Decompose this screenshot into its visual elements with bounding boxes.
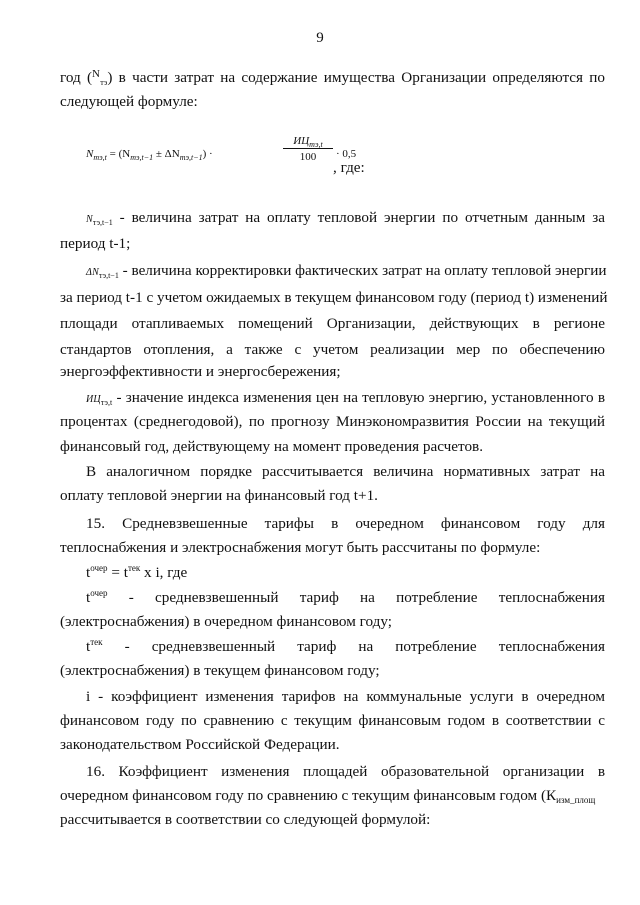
paragraph-line: 16. Коэффициент изменения площадей образовательной организации в <box>86 763 605 780</box>
definition-line: энергоэффективности и энергосбережения; <box>60 363 341 380</box>
paragraph-line: рассчитывается в соответствии со следующей формулой: <box>60 811 431 828</box>
superscript: тек <box>90 637 103 647</box>
text-fragment: очередном финансовом году по сравнению с текущим финансовым годом (К <box>60 787 557 804</box>
numerator-text: ИЦ <box>293 135 310 147</box>
symbol: t <box>123 564 128 581</box>
formula-pm: ± ΔN <box>155 148 180 160</box>
paragraph-line <box>60 786 605 807</box>
definition-text: величина затрат на оплату тепловой энергии по отчетным данным за <box>124 209 605 226</box>
paragraph-line: 15. Средневзвешенные тарифы в очередном финансовом году для <box>86 515 605 532</box>
definition-line <box>86 588 605 609</box>
dash: - <box>118 262 128 279</box>
dash: - <box>112 389 122 406</box>
formula-gde: , где: <box>333 159 365 176</box>
definition-line: законодательством Российской Федерации. <box>60 736 340 753</box>
definition-line: за период t-1 с учетом ожидаемых в текущем финансовом году (период t) изменений <box>60 289 608 306</box>
subscript: изм_площ <box>556 795 596 805</box>
paragraph-line <box>60 68 605 90</box>
formula-sub: тэ,t <box>309 140 323 149</box>
paragraph-line: теплоснабжения и электроснабжения могут быть рассчитаны по формуле: <box>60 539 541 556</box>
equals: = <box>107 564 124 581</box>
formula-sub: тэ,t <box>93 153 107 162</box>
definition-line <box>86 388 605 410</box>
definition-line: финансовый год, действующему на момент проведения расчетов. <box>60 438 484 455</box>
definition-line: площади отапливаемых помещений Организации, действующих в регионе <box>60 315 605 332</box>
formula-sub: тэ,t−1 <box>179 153 203 162</box>
tariff-formula <box>86 563 605 584</box>
symbol: ИЦ <box>86 394 101 405</box>
formula-fraction <box>283 135 333 163</box>
definition-line <box>86 637 605 658</box>
symbol: N <box>86 214 93 225</box>
symbol: t <box>86 589 91 606</box>
definition-line <box>86 208 605 230</box>
paragraph-line: следующей формуле: <box>60 93 198 110</box>
formula-text: x i, где <box>140 564 188 581</box>
paragraph-line: В аналогичном порядке рассчитывается величина нормативных затрат на <box>86 463 605 480</box>
symbol-subscript: тэ,t−1 <box>92 218 113 227</box>
symbol-subscript: тэ,t−1 <box>98 271 119 280</box>
symbol: t <box>86 564 91 581</box>
formula-close: ) · <box>202 148 213 160</box>
formula-lhs: N <box>86 148 94 160</box>
symbol: ΔN <box>86 267 99 278</box>
fraction-denominator: 100 <box>299 151 317 163</box>
definition-line <box>86 261 605 283</box>
formula-mid: = (N <box>109 148 131 160</box>
text-fragment: ) в части затрат на содержание имущества Организации определяются по <box>107 69 605 86</box>
formula-sub: тэ,t−1 <box>130 153 154 162</box>
dash: - <box>112 209 125 226</box>
fraction-numerator <box>283 135 333 149</box>
definition-text: значение индекса изменения цен на тепловую энергию, установленного в <box>121 389 605 406</box>
definition-line: финансовом году по сравнению с текущим финансовым годом в соответствии с <box>60 712 605 729</box>
superscript: очер <box>90 588 108 598</box>
symbol-subscript: тэ <box>100 78 108 87</box>
definition-line: i - коэффициент изменения тарифов на коммунальные услуги в очередном <box>86 688 605 705</box>
definition-line: (электроснабжения) в текущем финансовом году; <box>60 662 380 679</box>
symbol-n: N <box>92 68 101 80</box>
definition-line: (электроснабжения) в очередном финансовом году; <box>60 613 392 630</box>
paragraph-line: оплату тепловой энергии на финансовый год t+1. <box>60 487 378 504</box>
definition-text: - средневзвешенный тариф на потребление теплоснабжения <box>107 589 605 606</box>
symbol: t <box>86 638 91 655</box>
definition-line: стандартов отопления, а также с учетом реализации мер по обеспечению <box>60 341 605 358</box>
definition-text: - средневзвешенный тариф на потребление теплоснабжения <box>102 638 605 655</box>
superscript: очер <box>90 563 108 573</box>
text-fragment: год ( <box>60 69 93 86</box>
superscript: тек <box>127 563 141 573</box>
page-number: 9 <box>316 30 324 46</box>
definition-text: величина корректировки фактических затрат на оплату тепловой энергии <box>127 262 607 279</box>
definition-line: процентах (среднегодовой), по прогнозу Минэкономразвития России на текущий <box>60 413 605 430</box>
formula-tail: · 0,5 <box>336 148 357 160</box>
definition-line: период t-1; <box>60 235 131 252</box>
symbol-subscript: тэ,t <box>100 398 113 407</box>
